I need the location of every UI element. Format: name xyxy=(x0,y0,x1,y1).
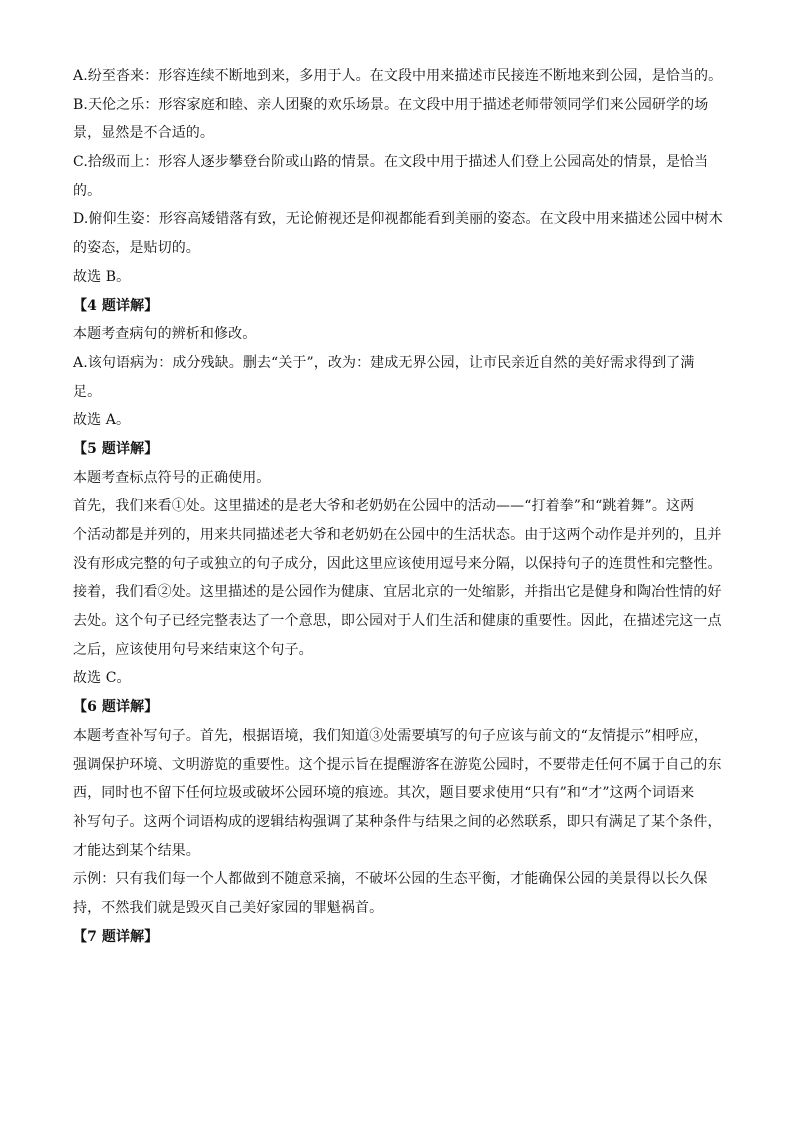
text-line: 的姿态，是贴切的。 xyxy=(73,240,200,257)
text-line: 之后，应该使用句号来结束这个句子。 xyxy=(73,641,313,658)
answer-line: 故选 B。 xyxy=(73,268,131,285)
text-line: 西，同时也不留下任何垃圾或破坏公园环境的痕迹。其次，题目要求使用“只有”和“才”这两个词语来 xyxy=(73,785,695,802)
text-line: C.拾级而上：形容人逐步攀登台阶或山路的情景。在文段中用于描述人们登上公园高处的情景，是恰当 xyxy=(73,154,709,171)
text-line: 本题考查标点符号的正确使用。 xyxy=(73,469,271,486)
section-heading: 【5 题详解】 xyxy=(73,440,159,457)
answer-explanation-text xyxy=(73,62,723,951)
text-line: 的。 xyxy=(73,182,102,199)
answer-line: 故选 A。 xyxy=(73,412,131,429)
section-heading: 【6 题详解】 xyxy=(73,699,159,716)
text-line: 示例：只有我们每一个人都做到不随意采摘，不破坏公园的生态平衡，才能确保公园的美景得以长久保 xyxy=(73,871,708,888)
text-line: 才能达到某个结果。 xyxy=(73,842,200,859)
section-heading: 【4 题详解】 xyxy=(73,297,159,314)
text-line: 去处。这个句子已经完整表达了一个意思，即公园对于人们生活和健康的重要性。因此，在描述完这一点 xyxy=(73,613,722,630)
text-line: 没有形成完整的句子或独立的句子成分，因此这里应该使用逗号来分隔，以保持句子的连贯性和完整性。 xyxy=(73,555,722,572)
text-line: B.天伦之乐：形容家庭和睦、亲人团聚的欢乐场景。在文段中用于描述老师带领同学们来公园研学的场 xyxy=(73,96,709,113)
text-line: D.俯仰生姿：形容高矮错落有致，无论俯视还是仰视都能看到美丽的姿态。在文段中用来描述公园中树木 xyxy=(73,211,723,228)
text-line: 持，不然我们就是毁灭自己美好家园的罪魁祸首。 xyxy=(73,899,384,916)
text-line: 首先，我们来看①处。这里描述的是老大爷和老奶奶在公园中的活动——“打着拳”和“跳着舞”。这两 xyxy=(73,498,695,515)
text-line: 接着，我们看②处。这里描述的是公园作为健康、宜居北京的一处缩影，并指出它是健身和陶冶性情的好 xyxy=(73,584,722,601)
text-line: 足。 xyxy=(73,383,102,400)
answer-line: 故选 C。 xyxy=(73,670,131,687)
text-line: 个活动都是并列的，用来共同描述老大爷和老奶奶在公园中的生活状态。由于这两个动作是并列的，且并 xyxy=(73,527,722,543)
text-line: 强调保护环境、文明游览的重要性。这个提示旨在提醒游客在游览公园时，不要带走任何不属于自己的东 xyxy=(73,756,722,773)
text-line: 本题考查病句的辨析和修改。 xyxy=(73,326,257,343)
section-heading: 【7 题详解】 xyxy=(73,928,159,945)
text-line: A.该句语病为：成分残缺。删去“关于”，改为：建成无界公园，让市民亲近自然的美好需求得到了满 xyxy=(73,354,695,371)
text-line: 补写句子。这两个词语构成的逻辑结构强调了某种条件与结果之间的必然联系，即只有满足了某个条件， xyxy=(73,813,722,830)
text-line: A.纷至沓来：形容连续不断地到来，多用于人。在文段中用来描述市民接连不断地来到公园，是恰当的。 xyxy=(73,68,723,84)
text-line: 景，显然是不合适的。 xyxy=(73,125,214,142)
text-line: 本题考查补写句子。首先，根据语境，我们知道③处需要填写的句子应该与前文的“友情提示”相呼应， xyxy=(73,727,708,744)
